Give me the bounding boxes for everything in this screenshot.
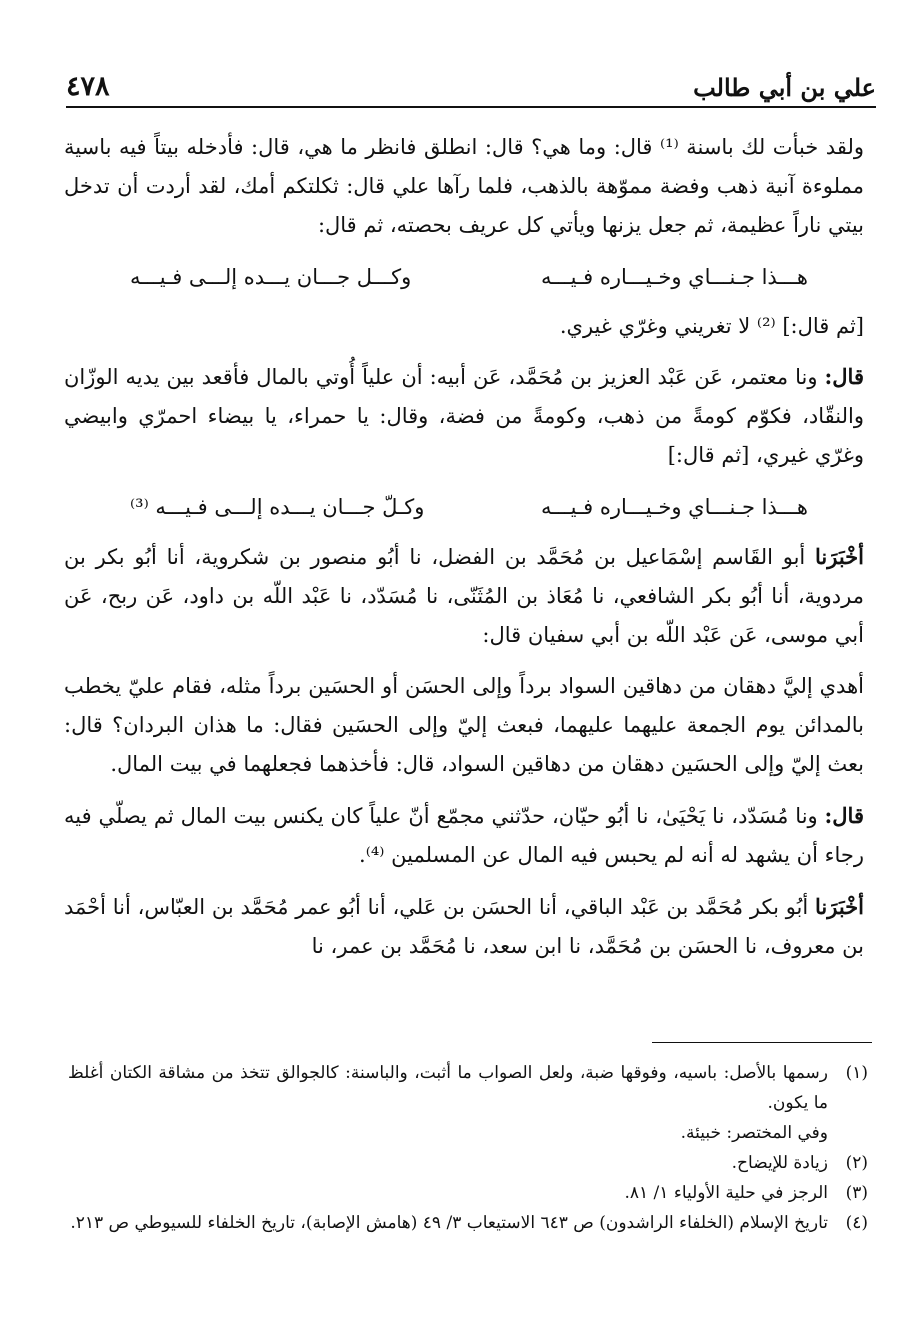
footnote [68,1058,868,1118]
footnote-separator [652,1042,872,1043]
paragraph: [ثم قال:] ⁽²⁾ لا تغريني وغرّي غيري. [559,314,864,338]
paragraph-lead: قال: [824,803,864,828]
running-title: علي بن أبي طالب [693,73,876,102]
footnote-text: وفي المختصر: خبيئة. [680,1123,828,1143]
paragraph-lead: قال: [824,364,864,389]
paragraph [64,796,864,875]
footnote-text: رسمها بالأصل: باسيه، وفوقها ضبة، ولعل الصواب ما أثبت، والباسنة: كالجوالق تتخذ من مشاقة الكتان أغلظ ما يكون. [68,1063,828,1113]
footnote [68,1118,868,1148]
footnote [68,1178,868,1208]
verse-hemistich-second: وكـلّ جـــان يـــده إلـــى فـيـــه ⁽³⁾ [130,495,425,519]
verse-line [64,257,864,297]
footnote [68,1148,868,1178]
paragraph-text: ونا مُسَدّد، نا يَحْيَىٰ، نا أبُو حيّان، حدّثني مجمّع أنّ علياً كان يكنس بيت المال ثم يصلّي فيه رجاء أن يشهد له أنه لم يحبس فيه المال عن المسلمين ⁽⁴⁾. [64,804,864,867]
paragraph-text: أبو القَاسم إسْمَاعيل بن مُحَمَّد بن الفضل، نا أبُو منصور بن شكروية، أنا أبُو بكر بن مردوية، أنا أبُو بكر الشافعي، نا مُعَاذ بن المُثَنّى، نا مُسَدّد، نا عَبْد اللّه بن داود، عَن ربح، عَن أبي موسى، عَن عَبْد اللّه بن أبي سفيان قال: [64,545,864,647]
footnote-text: تاريخ الإسلام (الخلفاء الراشدون) ص ٦٤٣ الاستيعاب ٣/ ٤٩ (هامش الإصابة)، تاريخ الخلفاء للسيوطي ص ٢١٣. [70,1213,828,1233]
footnote-number: (١) [845,1063,868,1083]
running-header [66,60,876,108]
paragraph-text: ونا معتمر، عَن عَبْد العزيز بن مُحَمَّد، عَن أبيه: أن علياً أُوتي بالمال فأقعد بين يديه الوزّان والنقّاد، فكوّم كومةً من ذهب، وكومةً من فضة، وقال: يا حمراء، يا بيضاء احمرّي وابيضي وغرّي غيري، [ثم قال:] [64,365,864,467]
paragraph: أهدي إليَّ دهقان من دهاقين السواد برداً وإلى الحسَن أو الحسَين برداً مثله، فقام عليّ يخطب بالمدائن يوم الجمعة عليهما عليهما، فبعث إليّ وإلى الحسَين فقال: ما هذان البردان؟ قال: بعث إليّ وإلى الحسَين دهقان من دهاقين السواد، قال: فأخذهما فجعلهما في بيت المال. [64,674,864,776]
verse-hemistich-first: هـــذا جـنـــاي وخـيـــاره فـيـــه [540,265,808,289]
paragraph-lead: أخْبَرَنا [815,894,864,919]
paragraph: ولقد خبأت لك باسنة ⁽¹⁾ قال: وما هي؟ قال: انطلق فانظر ما هي، قال: فأدخله بيتاً فيه باسية مملوءة آنية ذهب وفضة مموّهة بالذهب، فلما رآها علي قال: ثكلتكم أمك، لقد أردت أن تدخل بيتي ناراً عظيمة، ثم جعل يزنها ويأتي كل عريف بحصته، ثم قال: [64,135,864,237]
footnote-number: (٢) [845,1153,868,1173]
paragraph [64,357,864,475]
footnotes [68,1058,868,1238]
page-number: ٤٧٨ [66,71,110,102]
verse-line [64,487,864,527]
main-text [64,128,864,978]
verse-hemistich-first: هـــذا جـنـــاي وخـيـــاره فـيـــه [540,495,808,519]
footnote [68,1208,868,1238]
paragraph-text: أبُو بكر مُحَمَّد بن عَبْد الباقي، أنا الحسَن بن عَلي، أنا أبُو عمر مُحَمَّد بن العبّاس، أنا أحْمَد بن معروف، نا الحسَن بن مُحَمَّد، نا ابن سعد، نا مُحَمَّد بن عمر، نا [64,895,864,958]
paragraph [64,537,864,655]
footnote-number: (٣) [845,1183,868,1203]
paragraph-lead: أخْبَرَنا [815,544,864,569]
footnote-text: الرجز في حلية الأولياء ١/ ٨١. [624,1183,828,1203]
footnote-number: (٤) [845,1213,868,1233]
verse-hemistich-second: وكـــل جـــان يـــده إلـــى فـيـــه [130,265,412,289]
paragraph [64,887,864,966]
footnote-text: زيادة للإيضاح. [731,1153,828,1173]
